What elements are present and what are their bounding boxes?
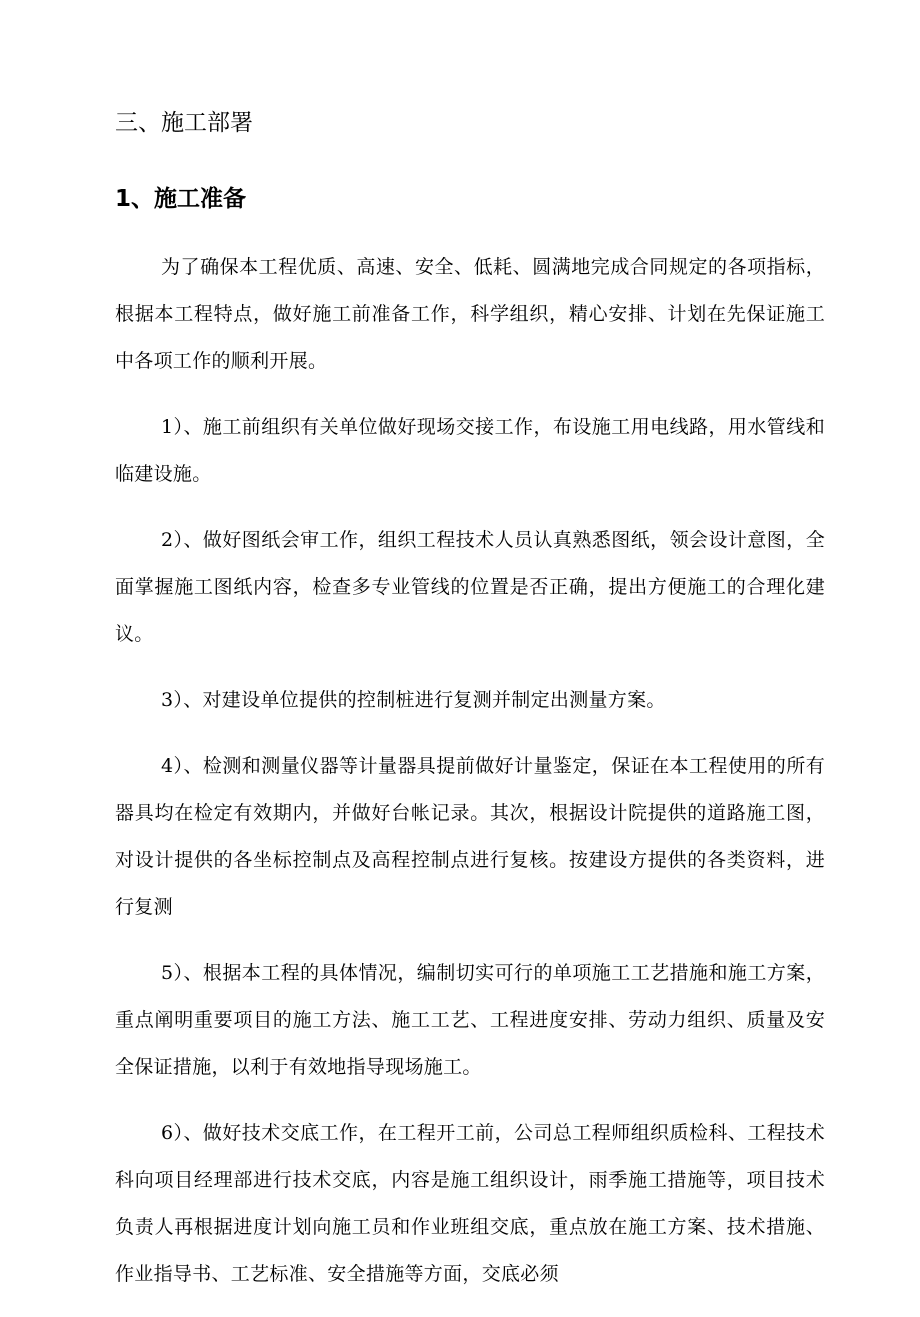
- item-paragraph-5: 5）、根据本工程的具体情况，编制切实可行的单项施工工艺措施和施工方案，重点阐明重要项目的施工方法、施工工艺、工程进度安排、劳动力组织、质量及安全保证措施，以利于有效地指导现场施工。: [115, 962, 825, 1078]
- item-paragraph-4: 4）、检测和测量仪器等计量器具提前做好计量鉴定，保证在本工程使用的所有器具均在检定有效期内，并做好台帐记录。其次，根据设计院提供的道路施工图，对设计提供的各坐标控制点及高程控制点进行复核。按建设方提供的各类资料，进行复测: [115, 755, 825, 918]
- item-paragraph-6: 6）、做好技术交底工作，在工程开工前，公司总工程师组织质检科、工程技术科向项目经理部进行技术交底，内容是施工组织设计，雨季施工措施等，项目技术负责人再根据进度计划向施工员和作业班组交底，重点放在施工方案、技术措施、作业指导书、工艺标准、安全措施等方面，交底必须: [115, 1122, 825, 1285]
- intro-paragraph: 为了确保本工程优质、高速、安全、低耗、圆满地完成合同规定的各项指标，根据本工程特点，做好施工前准备工作，科学组织，精心安排、计划在先保证施工中各项工作的顺利开展。: [115, 256, 825, 372]
- item-paragraph-3: 3）、对建设单位提供的控制桩进行复测并制定出测量方案。: [161, 689, 666, 711]
- item-paragraph-2: 2）、做好图纸会审工作，组织工程技术人员认真熟悉图纸，领会设计意图，全面掌握施工图纸内容，检查多专业管线的位置是否正确，提出方便施工的合理化建议。: [115, 529, 825, 645]
- section-heading: 三、施工部署: [115, 110, 253, 136]
- document-body: [115, 244, 825, 1317]
- subsection-heading: 1、施工准备: [115, 186, 247, 212]
- item-paragraph-1: 1）、施工前组织有关单位做好现场交接工作，布设施工用电线路，用水管线和临建设施。: [115, 416, 825, 485]
